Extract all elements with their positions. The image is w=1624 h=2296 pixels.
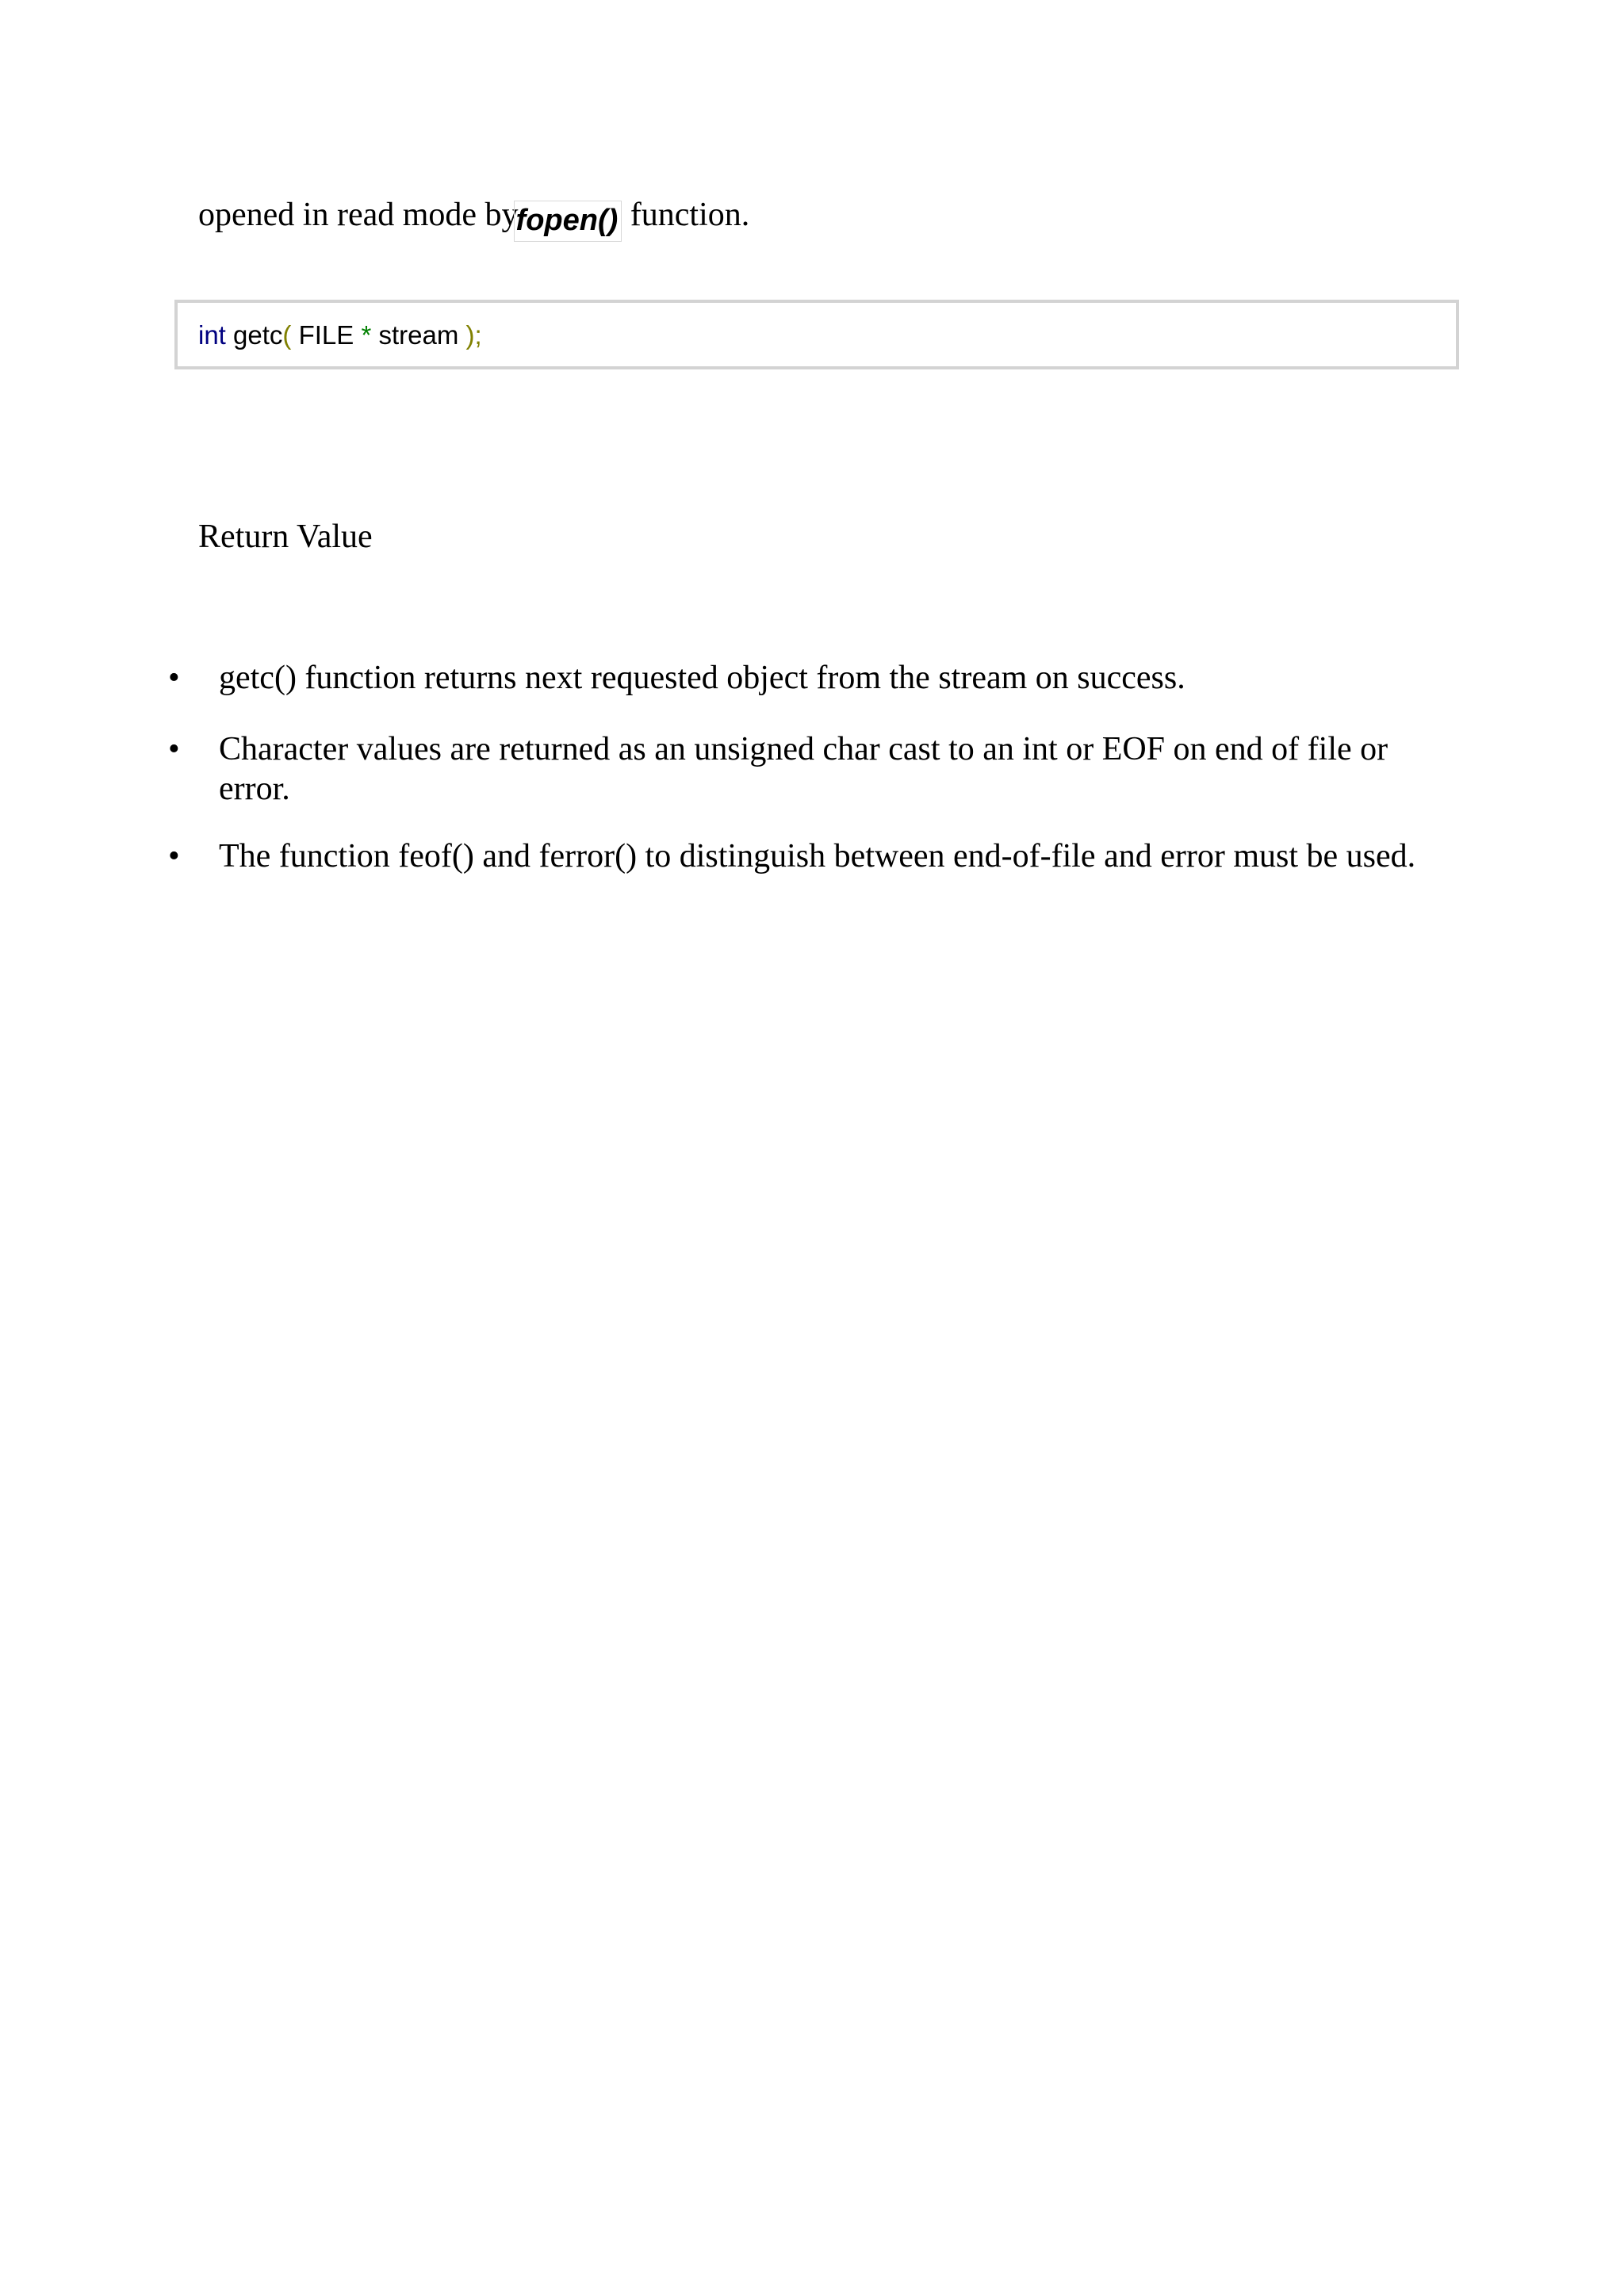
intro-paragraph [198,192,749,242]
code-param-name: stream [371,320,466,350]
list-item-text: getc() function returns next requested object from the stream on success. [219,660,1185,696]
code-function-name: getc [225,320,283,350]
list-item-text: Character values are returned as an unsigned char cast to an int or EOF on end of file or error. [219,731,1388,807]
section-heading: Return Value [198,519,373,555]
intro-text-before: opened in read mode by [198,197,519,233]
code-keyword: int [198,320,226,350]
code-open-paren: ( [282,320,292,350]
code-close: ); [465,320,482,350]
bullet-marker: • [168,838,180,874]
inline-code-fopen: fopen() [514,201,622,242]
code-block [174,300,1459,369]
list-item-text: The function feof() and ferror() to distinguish between end-of-file and error must be used. [219,838,1416,874]
code-line [198,320,482,351]
bullet-marker: • [168,660,180,696]
bullet-marker: • [168,731,180,767]
intro-text-after: function. [622,197,750,233]
code-type-name: FILE [291,320,362,350]
code-pointer: * [361,320,372,350]
